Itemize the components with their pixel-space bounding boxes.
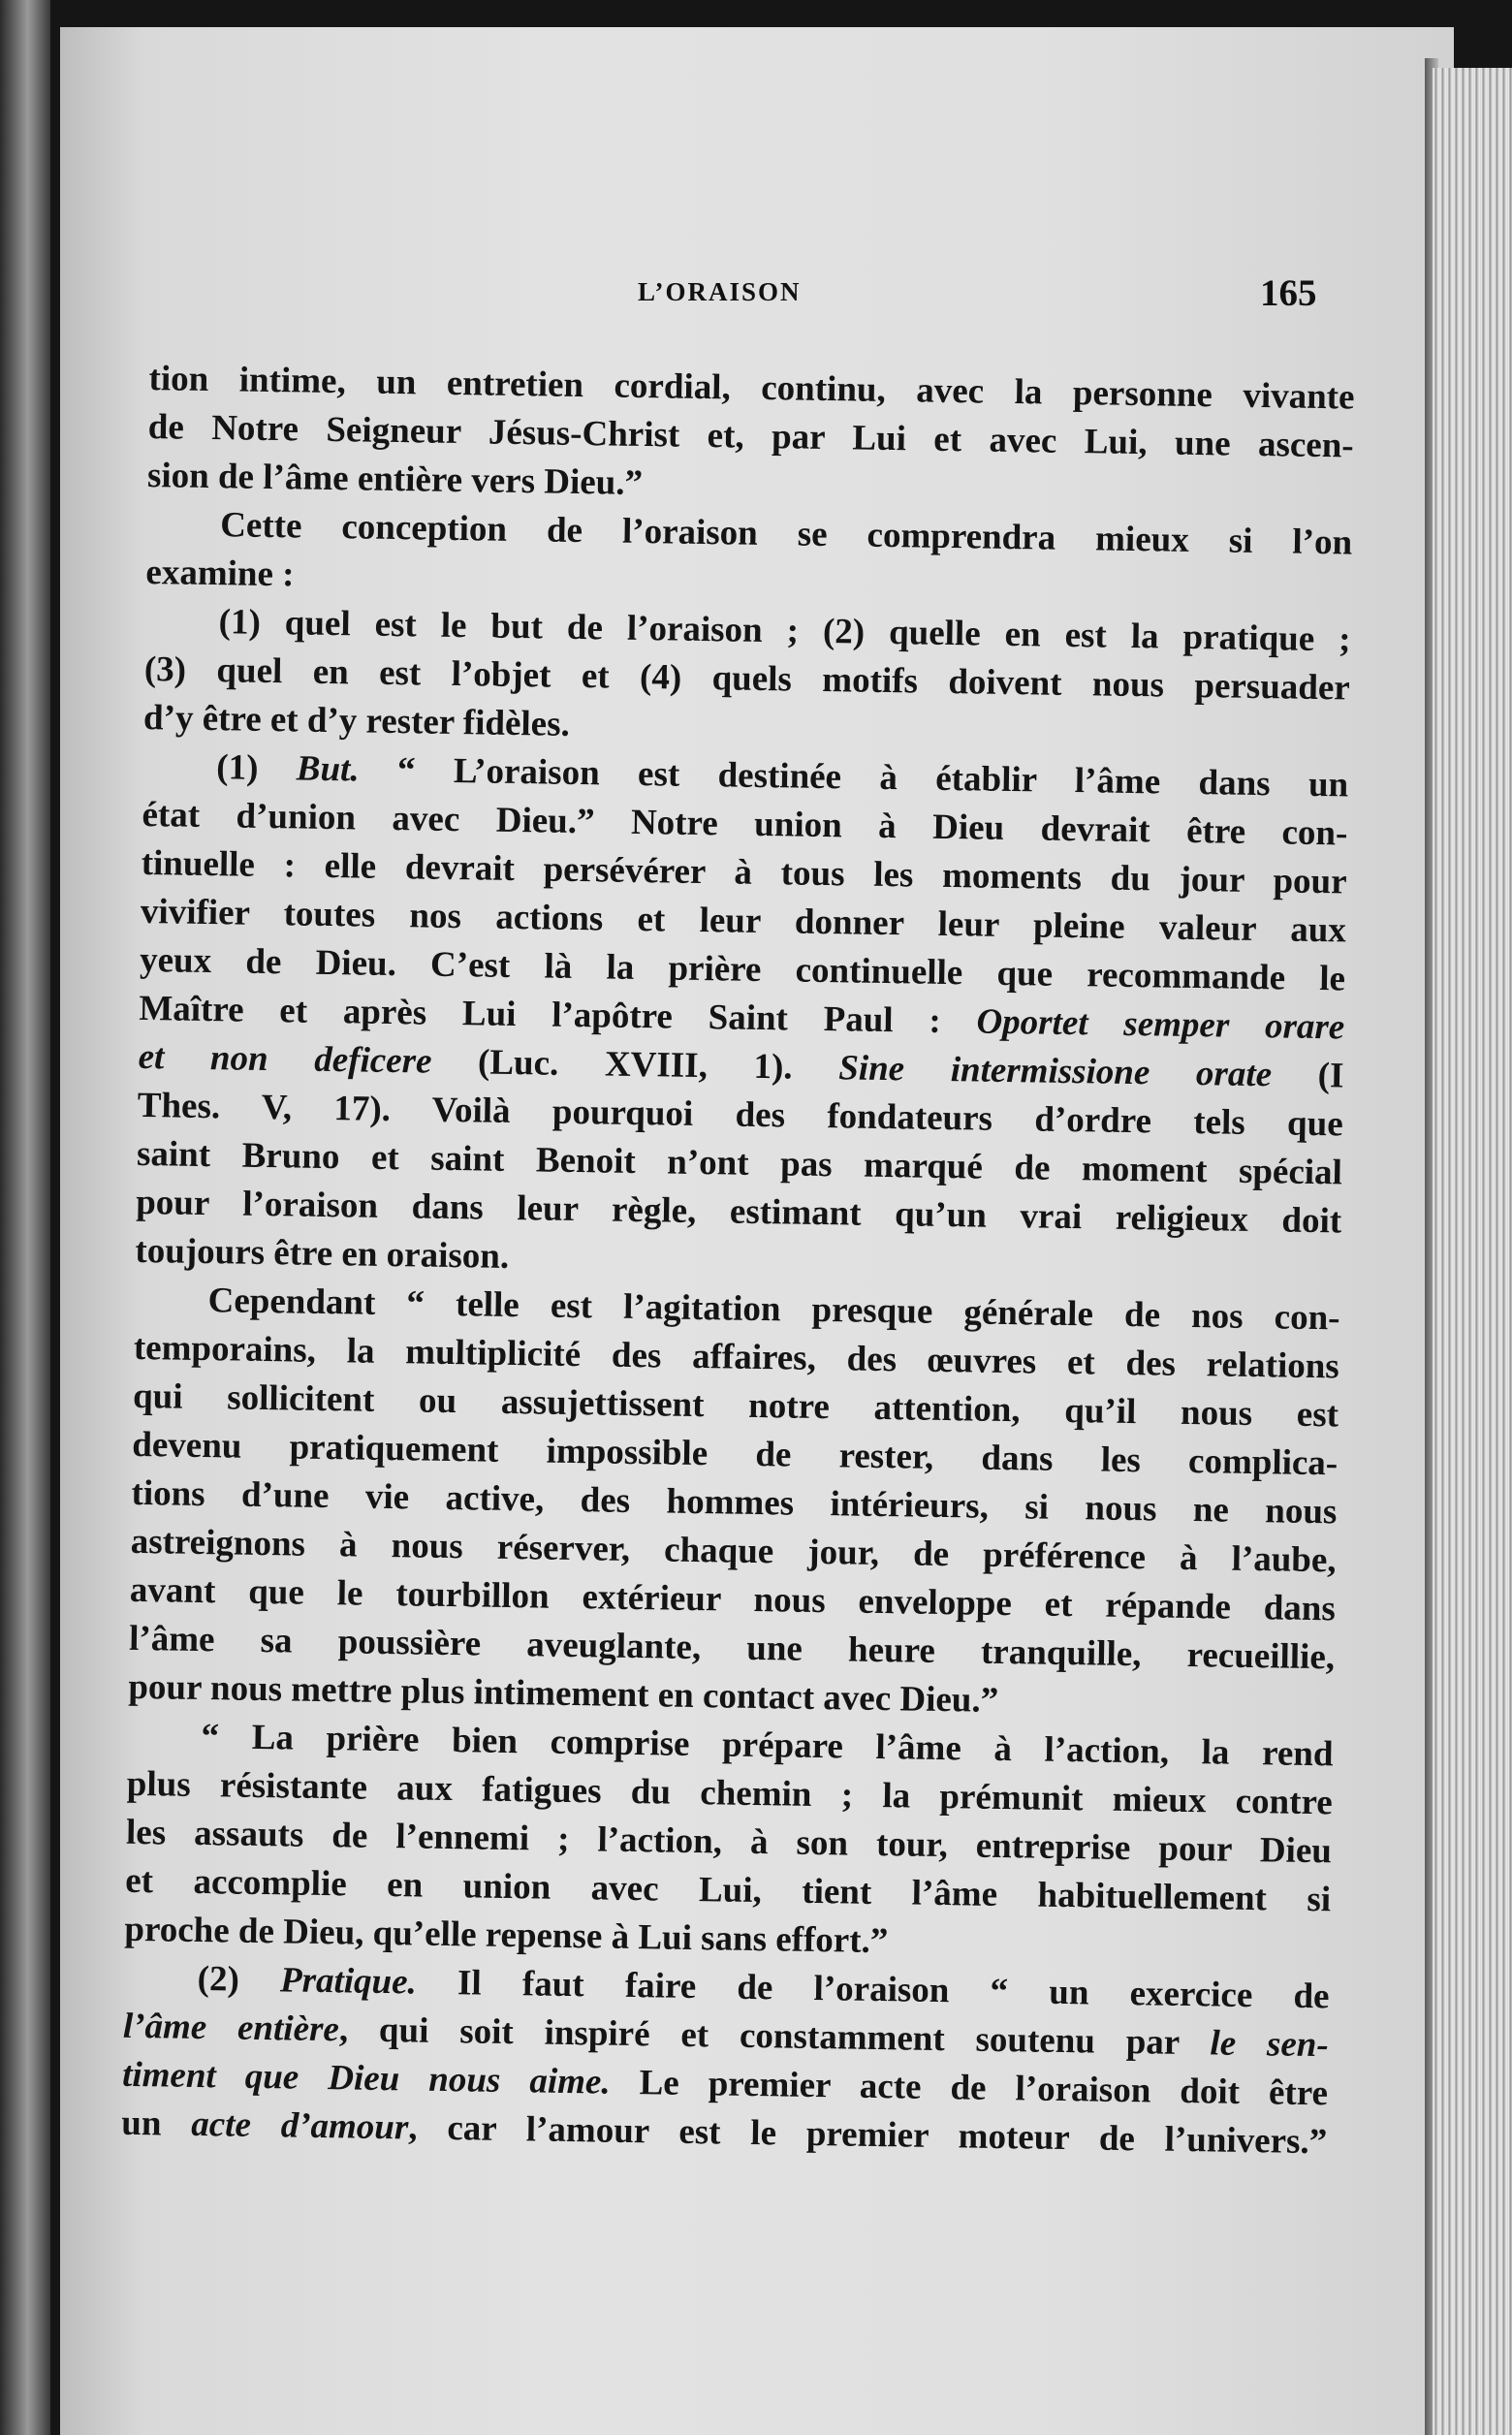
- text-run: (I: [1271, 1055, 1344, 1096]
- text-line: proche de Dieu, qu’elle repense à Lui sans effort.”: [124, 1909, 889, 1962]
- text-line: sion de l’âme entière vers Dieu.”: [146, 455, 644, 504]
- text-line: plus résistante aux fatigues du chemin ; la prémunit mieux contre: [126, 1763, 1334, 1823]
- italic-run: But.: [296, 748, 360, 790]
- italic-run: acte d’amour: [190, 2103, 409, 2148]
- text-run: (Luc. XVIII, 1).: [431, 1041, 839, 1089]
- text-run: un: [121, 2103, 192, 2144]
- text-line: les assauts de l’ennemi ; l’action, à son tour, entreprise pour Dieu: [125, 1812, 1333, 1872]
- text-line: examine :: [145, 552, 295, 595]
- facing-page-edge: [0, 0, 50, 2435]
- text-line: tions d’une vie active, des hommes intérieurs, si nous ne nous: [131, 1472, 1338, 1533]
- italic-run: Pratique.: [279, 1960, 418, 2003]
- italic-run: Sine intermissione orate: [837, 1048, 1273, 1095]
- italic-run: l’âme entière: [122, 2006, 340, 2050]
- text-line: qui sollicitent ou assujettissent notre attention, qu’il nous est: [132, 1376, 1339, 1436]
- page-number: 165: [1260, 272, 1317, 314]
- italic-run: le sen-: [1210, 2023, 1330, 2066]
- text-run: (1): [216, 747, 298, 789]
- text-run: Le premier acte de l’oraison doit être: [610, 2062, 1329, 2114]
- text-run: “ L’oraison est destinée à établir l’âme dans un: [359, 749, 1349, 806]
- text-run: , qui soit inspiré et constamment soutenu par: [338, 2009, 1211, 2064]
- text-line: de Notre Seigneur Jésus-Christ et, par Lui et avec Lui, une ascen-: [147, 406, 1354, 466]
- text-line: toujours être en oraison.: [135, 1230, 510, 1277]
- text-line: Thes. V, 17). Voilà pourquoi des fondateurs d’ordre tels que: [137, 1085, 1344, 1145]
- text-line: vivifier toutes nos actions et leur donner leur pleine valeur aux: [140, 891, 1347, 951]
- body-text: [121, 355, 1355, 2166]
- text-line: (3) quel en est l’objet et (4) quels motifs doivent nous persuader: [143, 648, 1351, 709]
- text-line: tion intime, un entretien cordial, continu, avec la personne vivante: [148, 358, 1355, 418]
- text-run: Il faut faire de l’oraison “ un exercice de: [416, 1962, 1330, 2017]
- text-line: état d’union avec Dieu.” Notre union à Dieu devrait être con-: [142, 794, 1348, 854]
- italic-run: timent que Dieu nous aime.: [121, 2054, 611, 2103]
- text-line: yeux de Dieu. C’est là la prière continuelle que recommande le: [139, 939, 1346, 999]
- text-line: Cependant “ telle est l’agitation presque générale de nos con-: [207, 1281, 1340, 1339]
- text-line: temporains, la multiplicité des affaires, des œuvres et des relations: [133, 1327, 1340, 1387]
- text-line: pour l’oraison dans leur règle, estimant qu’un vrai religieux doit: [135, 1182, 1342, 1242]
- running-title: L’ORAISON: [638, 277, 802, 306]
- page-header: [60, 269, 1454, 328]
- text-line: pour nous mettre plus intimement en contact avec Dieu.”: [128, 1666, 999, 1721]
- italic-run: et non deficere: [138, 1036, 432, 1082]
- text-line: astreignons à nous réserver, chaque jour, de préférence à l’aube,: [130, 1521, 1337, 1581]
- italic-run: Oportet semper orare: [976, 1001, 1345, 1048]
- text-line: saint Bruno et saint Benoit n’ont pas marqué de moment spécial: [136, 1133, 1343, 1193]
- text-line: “ La prière bien comprise prépare l’âme à l’action, la rend: [201, 1717, 1334, 1775]
- text-run: Maître et après Lui l’apôtre Saint Paul :: [139, 988, 977, 1042]
- text-line: tinuelle : elle devrait persévérer à tous les moments du jour pour: [141, 842, 1347, 902]
- text-line: l’âme sa poussière aveuglante, une heure tranquille, recueillie,: [128, 1618, 1336, 1678]
- text-line: d’y être et d’y rester fidèles.: [142, 697, 571, 744]
- text-line: Cette conception de l’oraison se comprendra mieux si l’on: [219, 505, 1353, 563]
- text-run: , car l’amour est le premier moteur de l’univers.”: [407, 2107, 1328, 2163]
- text-line: avant que le tourbillon extérieur nous enveloppe et répande dans: [129, 1569, 1337, 1629]
- text-line: et accomplie en union avec Lui, tient l’âme habituellement si: [124, 1860, 1332, 1920]
- text-run: (2): [197, 1958, 281, 2001]
- book-page: [60, 27, 1454, 2435]
- text-line: devenu pratiquement impossible de rester, dans les complica-: [132, 1424, 1339, 1484]
- page-block-edge: [1433, 68, 1512, 2435]
- text-line: (1) quel est le but de l’oraison ; (2) quelle en est la pratique ;: [218, 602, 1351, 660]
